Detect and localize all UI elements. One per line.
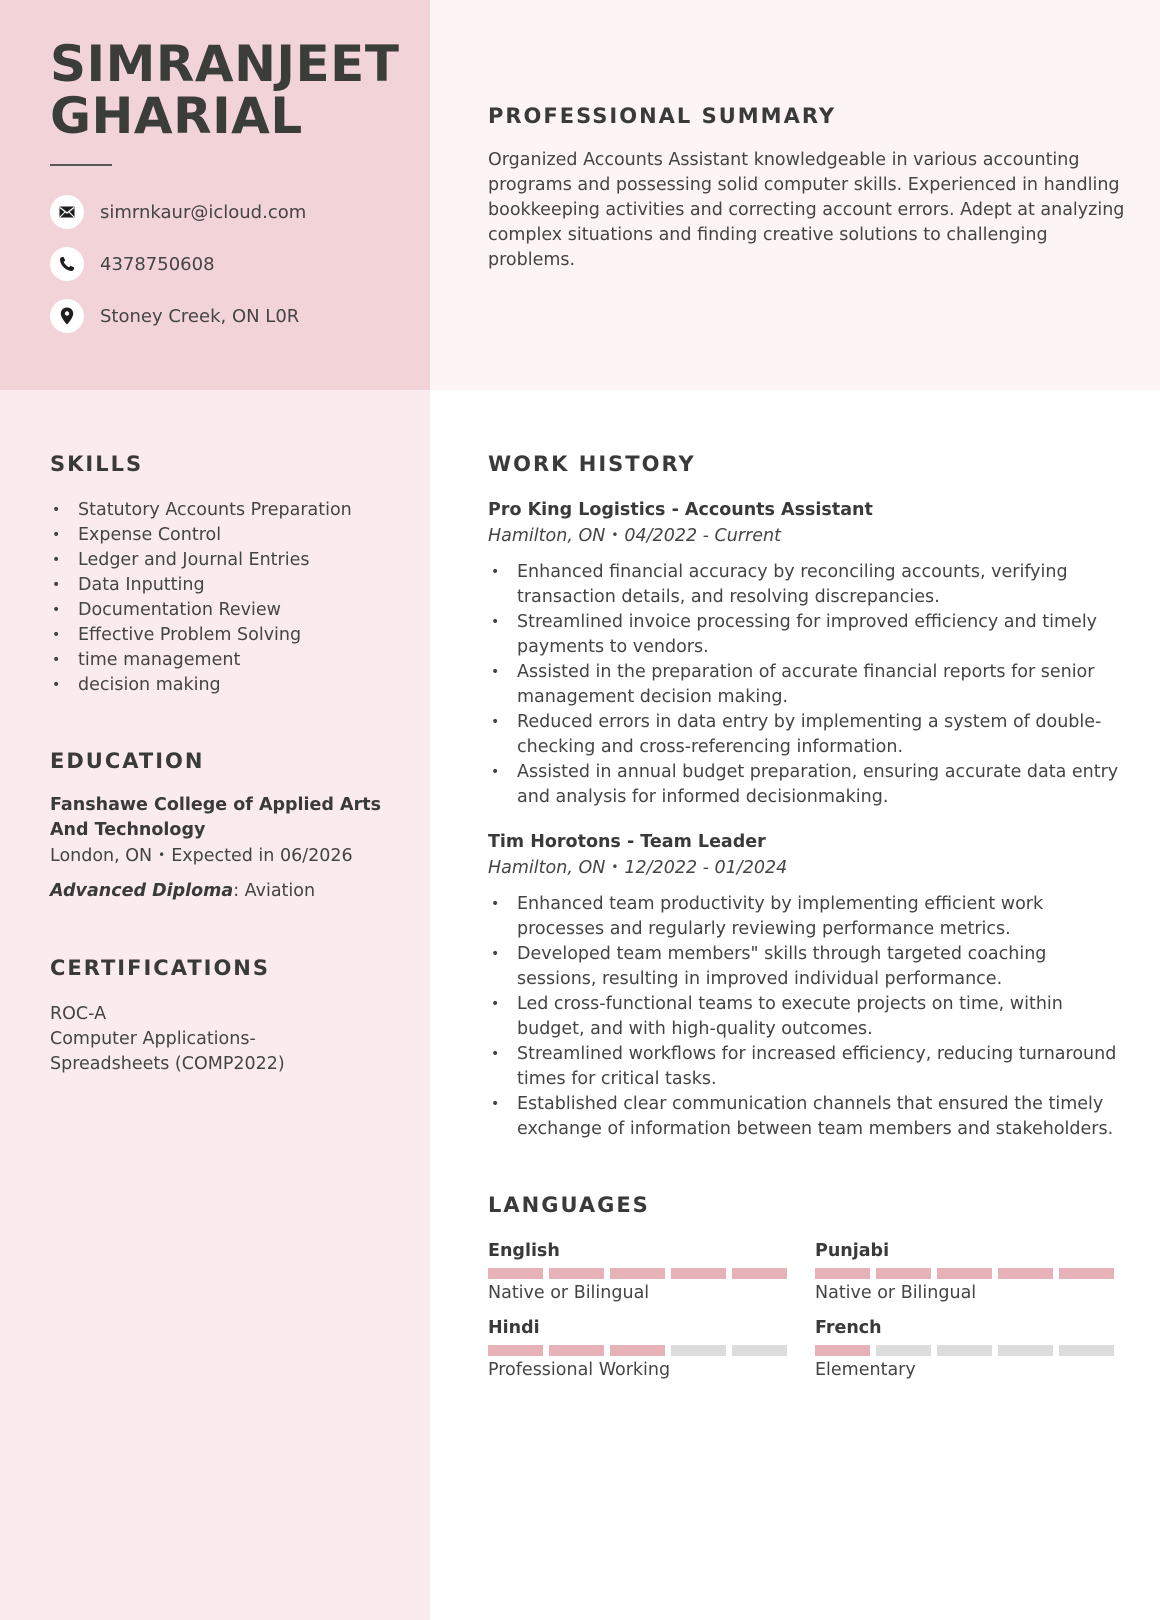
language-level: Elementary [815,1360,916,1380]
rating-segment-filled [937,1268,992,1279]
language-name: French [815,1318,882,1338]
language-name: Punjabi [815,1241,890,1261]
candidate-name [50,35,420,145]
degree-field: Aviation [244,881,316,901]
separator-dot: • [158,848,166,862]
rating-segment-filled [549,1268,604,1279]
list-item: • Statutory Accounts Preparation [50,498,420,523]
degree-label: Advanced Diploma [50,881,234,901]
separator-dot: • [611,860,619,874]
skills-list [50,498,420,698]
language-level: Native or Bilingual [488,1283,650,1303]
rating-segment-empty [876,1345,931,1356]
rating-segment-filled [549,1345,604,1356]
job-dates: 04/2022 - Current [624,526,781,546]
contact-phone-row [50,246,420,282]
language-entry [488,1239,788,1305]
contact-email[interactable]: simrnkaur@icloud.com [100,201,307,223]
school-name-line-1: Fanshawe College of Applied Arts [50,795,381,815]
list-item: • Assisted in the preparation of accurate financial reports for senior management decision making. [488,660,1128,710]
education-heading: EDUCATION [50,749,205,773]
job-meta [488,523,1128,549]
contact-location-row [50,298,420,334]
job-entry [488,498,1128,810]
contact-email-row [50,194,420,230]
certification-line: Spreadsheets (COMP2022) [50,1054,285,1074]
education-entry [50,793,420,904]
name-line-1: SIMRANJEET [50,35,400,93]
list-item: • Streamlined workflows for increased efficiency, reducing turnaround times for critical tasks. [488,1042,1128,1092]
language-entry [488,1316,788,1382]
list-item: • Assisted in annual budget preparation, ensuring accurate data entry and analysis for informed decisionmaking. [488,760,1128,810]
rating-segment-filled [998,1268,1053,1279]
rating-segment-filled [488,1268,543,1279]
degree: Advanced Diploma: Aviation [50,881,316,901]
education-meta [50,843,420,869]
rating-segment-filled [815,1345,870,1356]
school-name-line-2: And Technology [50,820,206,840]
list-item: • decision making [50,673,420,698]
rating-segment-empty [732,1345,787,1356]
contact-phone[interactable]: 4378750608 [100,253,215,275]
job-location: Hamilton, ON [488,526,606,546]
language-rating-bar [815,1268,1115,1279]
envelope-icon [50,195,84,229]
list-item: • Reduced errors in data entry by implementing a system of double-checking and cross-referencing information. [488,710,1128,760]
language-level: Professional Working [488,1360,671,1380]
list-item: • Expense Control [50,523,420,548]
skills-heading: SKILLS [50,452,144,476]
education-date: Expected in 06/2026 [171,846,353,866]
summary-heading: PROFESSIONAL SUMMARY [488,104,837,128]
rating-segment-filled [610,1268,665,1279]
language-rating-bar [488,1345,788,1356]
education-location: London, ON [50,846,153,866]
language-name: English [488,1241,560,1261]
summary-text: Organized Accounts Assistant knowledgeable in various accounting programs and possessing solid computer skills. Experienced in handling bookkeeping activities and correcting account errors. Adept at analyzing complex situations and finding creative solutions to challenging problems. [488,150,1125,270]
job-bullets [488,560,1128,810]
rating-segment-filled [732,1268,787,1279]
rating-segment-filled [876,1268,931,1279]
rating-segment-filled [610,1345,665,1356]
list-item: • Ledger and Journal Entries [50,548,420,573]
rating-segment-empty [998,1345,1053,1356]
language-name: Hindi [488,1318,540,1338]
rating-segment-filled [815,1268,870,1279]
name-line-2: GHARIAL [50,87,303,145]
separator-dot: • [611,528,619,542]
certifications-heading: CERTIFICATIONS [50,956,271,980]
rating-segment-filled [488,1345,543,1356]
job-dates: 12/2022 - 01/2024 [624,858,788,878]
list-item: • Data Inputting [50,573,420,598]
work-history-heading: WORK HISTORY [488,452,696,476]
rating-segment-empty [671,1345,726,1356]
rating-segment-filled [1059,1268,1114,1279]
certifications-list [50,1002,420,1077]
list-item: • Enhanced team productivity by implementing efficient work processes and regularly reviewing performance metrics. [488,892,1128,942]
map-pin-icon [50,299,84,333]
list-item: • Documentation Review [50,598,420,623]
list-item: • time management [50,648,420,673]
language-rating-bar [488,1268,788,1279]
certification-line: Computer Applications- [50,1029,256,1049]
rating-segment-filled [671,1268,726,1279]
job-entry [488,830,1128,1142]
job-title: Pro King Logistics - Accounts Assistant [488,500,873,520]
job-title: Tim Horotons - Team Leader [488,832,766,852]
languages-heading: LANGUAGES [488,1193,650,1217]
contact-location: Stoney Creek, ON L0R [100,305,300,327]
job-location: Hamilton, ON [488,858,606,878]
list-item: • Developed team members" skills through targeted coaching sessions, resulting in improved individual performance. [488,942,1128,992]
list-item: • Effective Problem Solving [50,623,420,648]
language-entry [815,1239,1115,1305]
list-item: • Enhanced financial accuracy by reconciling accounts, verifying transaction details, and resolving discrepancies. [488,560,1128,610]
list-item: • Streamlined invoice processing for improved efficiency and timely payments to vendors. [488,610,1128,660]
job-bullets [488,892,1128,1142]
language-entry [815,1316,1115,1382]
list-item: • Led cross-functional teams to execute projects on time, within budget, and with high-quality outcomes. [488,992,1128,1042]
list-item: • Established clear communication channels that ensured the timely exchange of information between team members and stakeholders. [488,1092,1128,1142]
certification-line: ROC-A [50,1004,107,1024]
phone-icon [50,247,84,281]
language-rating-bar [815,1345,1115,1356]
language-level: Native or Bilingual [815,1283,977,1303]
rating-segment-empty [1059,1345,1114,1356]
rating-segment-empty [937,1345,992,1356]
job-meta [488,855,1128,881]
name-divider [50,164,112,166]
